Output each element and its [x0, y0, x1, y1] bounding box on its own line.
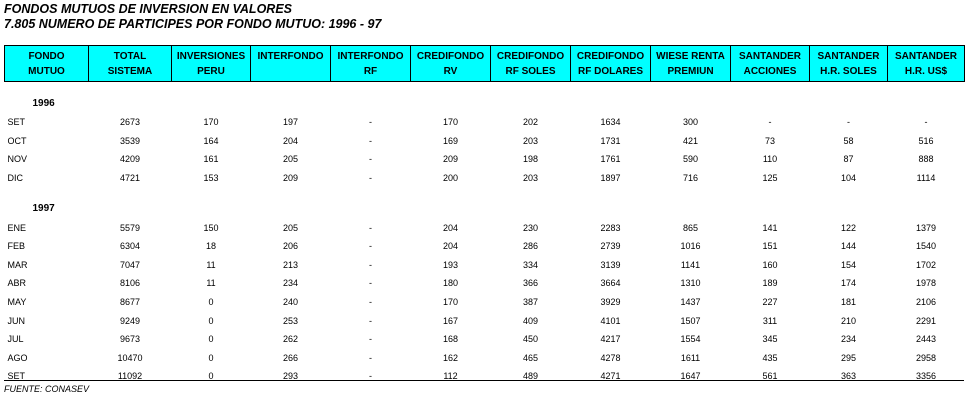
- value-cell: 240: [282, 297, 299, 308]
- year-label: 1997: [32, 202, 55, 214]
- value-cell: -: [847, 117, 850, 128]
- column-header: [411, 46, 491, 82]
- value-cell: 5579: [119, 222, 141, 233]
- value-cell: 204: [442, 241, 459, 252]
- table-row: [5, 330, 965, 349]
- source-note: FUENTE: CONASEV: [4, 384, 90, 394]
- value-cell: 345: [762, 334, 778, 345]
- value-cell: 1731: [600, 135, 621, 146]
- value-cell: 1634: [600, 117, 621, 128]
- value-cell: 169: [442, 135, 459, 146]
- value-cell: 154: [840, 259, 857, 270]
- table-row: [5, 274, 965, 293]
- column-header-line: RV: [443, 65, 458, 77]
- table-row: [5, 311, 965, 330]
- value-cell: -: [369, 352, 372, 363]
- column-header-line: RF: [363, 65, 378, 77]
- value-cell: 87: [843, 154, 854, 165]
- value-cell: 1647: [680, 371, 701, 382]
- value-cell: 205: [282, 154, 299, 165]
- spacer-row: [5, 187, 965, 198]
- value-cell: 8677: [119, 297, 141, 308]
- value-cell: 161: [203, 154, 219, 165]
- table-row: [5, 349, 965, 368]
- value-cell: 465: [522, 352, 539, 363]
- value-cell: 421: [682, 135, 699, 146]
- value-cell: 11092: [117, 371, 143, 382]
- value-cell: 73: [764, 135, 775, 146]
- value-cell: 363: [840, 371, 857, 382]
- footer-divider: [4, 380, 964, 381]
- value-cell: 162: [442, 352, 459, 363]
- value-cell: 200: [442, 173, 459, 184]
- value-cell: 180: [442, 278, 459, 289]
- column-header-line: CREDIFONDO: [576, 50, 645, 62]
- value-cell: 58: [843, 135, 854, 146]
- table-row: [5, 150, 965, 169]
- value-cell: 2443: [915, 334, 937, 345]
- value-cell: 168: [442, 334, 459, 345]
- value-cell: 2739: [600, 241, 621, 252]
- value-cell: 1114: [916, 173, 936, 184]
- column-header-line: WIESE RENTA: [656, 50, 725, 62]
- column-header-line: RF SOLES: [505, 65, 556, 77]
- value-cell: 181: [840, 297, 857, 308]
- month-cell: MAR: [7, 259, 28, 270]
- value-cell: 3929: [600, 297, 621, 308]
- table-row: [5, 256, 965, 275]
- value-cell: 888: [918, 154, 934, 165]
- value-cell: -: [369, 334, 372, 345]
- value-cell: 206: [282, 241, 299, 252]
- value-cell: 193: [442, 259, 459, 270]
- column-header-line: PERU: [197, 65, 225, 77]
- column-header: [491, 46, 571, 82]
- value-cell: 9673: [119, 334, 141, 345]
- column-header-line: ACCIONES: [743, 65, 797, 77]
- value-cell: 0: [208, 371, 214, 382]
- value-cell: 209: [442, 154, 459, 165]
- value-cell: 144: [840, 241, 857, 252]
- value-cell: -: [369, 241, 372, 252]
- value-cell: 2106: [915, 297, 937, 308]
- spacer-row: [5, 82, 965, 94]
- column-header-line: INVERSIONES: [176, 50, 246, 62]
- participants-table: [4, 45, 965, 386]
- value-cell: 253: [282, 315, 299, 326]
- value-cell: 1540: [915, 241, 937, 252]
- column-header: [172, 46, 251, 82]
- column-header-line: RF DOLARES: [578, 65, 643, 77]
- value-cell: 189: [762, 278, 778, 289]
- value-cell: 1978: [915, 278, 937, 289]
- value-cell: 1016: [680, 241, 701, 252]
- value-cell: 174: [840, 278, 857, 289]
- value-cell: 286: [522, 241, 539, 252]
- value-cell: 0: [208, 315, 214, 326]
- value-cell: 11: [206, 259, 216, 270]
- value-cell: 0: [208, 334, 214, 345]
- year-label: 1996: [32, 97, 55, 109]
- value-cell: -: [369, 222, 372, 233]
- column-header-line: SISTEMA: [107, 65, 153, 77]
- value-cell: 3539: [119, 135, 141, 146]
- column-header-line: INTERFONDO: [337, 50, 404, 62]
- value-cell: 204: [442, 222, 459, 233]
- value-cell: 311: [762, 315, 778, 326]
- value-cell: 234: [282, 278, 299, 289]
- table-row: [5, 367, 965, 386]
- column-header-line: TOTAL: [113, 50, 147, 62]
- column-header-line: PREMIUN: [667, 65, 714, 77]
- value-cell: 170: [442, 297, 459, 308]
- value-cell: 7047: [119, 259, 141, 270]
- value-cell: 590: [682, 154, 699, 165]
- value-cell: -: [369, 297, 372, 308]
- value-cell: -: [369, 135, 372, 146]
- value-cell: 4209: [119, 154, 141, 165]
- value-cell: 234: [840, 334, 857, 345]
- year-row: [5, 198, 965, 218]
- value-cell: 4721: [119, 173, 141, 184]
- table-header-row: [5, 46, 965, 82]
- table-row: [5, 132, 965, 151]
- column-header: [5, 46, 89, 82]
- value-cell: 0: [208, 297, 214, 308]
- value-cell: 1437: [680, 297, 701, 308]
- value-cell: 4278: [600, 352, 621, 363]
- value-cell: 4217: [600, 334, 621, 345]
- value-cell: 4101: [600, 315, 621, 326]
- value-cell: 209: [282, 173, 299, 184]
- value-cell: 104: [840, 173, 857, 184]
- column-header-line: SANTANDER: [817, 50, 880, 62]
- value-cell: 202: [522, 117, 539, 128]
- value-cell: -: [768, 117, 772, 128]
- value-cell: 227: [762, 297, 778, 308]
- table-row: [5, 237, 965, 256]
- value-cell: -: [369, 371, 372, 382]
- month-cell: SET: [7, 117, 26, 128]
- value-cell: 230: [522, 222, 539, 233]
- column-header-line: SANTANDER: [738, 50, 802, 62]
- value-cell: 3664: [600, 278, 621, 289]
- value-cell: 197: [282, 117, 299, 128]
- value-cell: 151: [762, 241, 778, 252]
- value-cell: 1310: [680, 278, 701, 289]
- month-cell: DIC: [7, 173, 23, 184]
- value-cell: 450: [522, 334, 539, 345]
- value-cell: 295: [840, 352, 857, 363]
- table-body: [5, 82, 965, 386]
- value-cell: 11: [206, 278, 216, 289]
- value-cell: 366: [522, 278, 539, 289]
- value-cell: 293: [282, 371, 299, 382]
- value-cell: 1141: [680, 259, 701, 270]
- column-header-line: H.R. SOLES: [820, 65, 877, 77]
- table-row: [5, 169, 965, 188]
- column-header: [888, 46, 965, 82]
- value-cell: 3356: [915, 371, 937, 382]
- column-header-line: [252, 64, 329, 79]
- month-cell: SET: [7, 371, 26, 382]
- column-header: [251, 46, 331, 82]
- value-cell: 18: [205, 241, 216, 252]
- page-subtitle: 7.805 NUMERO DE PARTICIPES POR FONDO MUTUO: 1996 - 97: [4, 17, 382, 31]
- page-title: FONDOS MUTUOS DE INVERSION EN VALORES: [4, 2, 292, 16]
- value-cell: 213: [282, 259, 299, 270]
- value-cell: 160: [762, 259, 778, 270]
- month-cell: AGO: [7, 352, 28, 363]
- month-cell: FEB: [7, 241, 26, 252]
- column-header: [89, 46, 172, 82]
- column-header: [651, 46, 731, 82]
- value-cell: -: [369, 173, 372, 184]
- value-cell: 204: [282, 135, 299, 146]
- value-cell: -: [369, 154, 372, 165]
- column-header: [331, 46, 411, 82]
- value-cell: 489: [522, 371, 539, 382]
- column-header-line: FONDO: [28, 50, 65, 62]
- value-cell: 865: [682, 222, 699, 233]
- value-cell: 141: [762, 222, 778, 233]
- table-row: [5, 113, 965, 132]
- value-cell: 516: [918, 135, 934, 146]
- table-row: [5, 293, 965, 312]
- value-cell: 1507: [680, 315, 701, 326]
- value-cell: 4271: [600, 371, 621, 382]
- value-cell: 203: [522, 173, 539, 184]
- value-cell: 1379: [915, 222, 937, 233]
- month-cell: JUL: [7, 334, 24, 345]
- month-cell: ENE: [7, 222, 27, 233]
- value-cell: 561: [762, 371, 778, 382]
- value-cell: 435: [762, 352, 778, 363]
- value-cell: 150: [203, 222, 219, 233]
- value-cell: 409: [522, 315, 539, 326]
- value-cell: -: [369, 278, 372, 289]
- value-cell: 112: [443, 371, 458, 382]
- column-header: [810, 46, 888, 82]
- column-header-line: MUTUO: [28, 65, 65, 77]
- value-cell: -: [369, 259, 372, 270]
- value-cell: 122: [840, 222, 857, 233]
- value-cell: 2283: [600, 222, 621, 233]
- value-cell: 334: [522, 259, 539, 270]
- month-cell: MAY: [7, 297, 27, 308]
- value-cell: -: [369, 117, 372, 128]
- value-cell: 110: [762, 154, 778, 165]
- month-cell: ABR: [7, 278, 27, 289]
- table-row: [5, 218, 965, 237]
- column-header-line: CREDIFONDO: [496, 50, 565, 62]
- value-cell: 300: [682, 117, 699, 128]
- value-cell: 198: [522, 154, 539, 165]
- value-cell: 203: [522, 135, 539, 146]
- value-cell: 1611: [680, 352, 701, 363]
- value-cell: 716: [682, 173, 699, 184]
- value-cell: 2673: [119, 117, 141, 128]
- value-cell: 164: [203, 135, 219, 146]
- value-cell: 8106: [119, 278, 141, 289]
- column-header-line: INTERFONDO: [257, 50, 324, 62]
- value-cell: 125: [762, 173, 778, 184]
- value-cell: 170: [442, 117, 459, 128]
- value-cell: 10470: [117, 352, 143, 363]
- value-cell: 170: [203, 117, 219, 128]
- month-cell: OCT: [7, 135, 27, 146]
- value-cell: 0: [208, 352, 214, 363]
- value-cell: 262: [282, 334, 299, 345]
- value-cell: 3139: [600, 259, 621, 270]
- value-cell: 2958: [915, 352, 937, 363]
- value-cell: 9249: [119, 315, 141, 326]
- column-header-line: H.R. US$: [904, 65, 948, 77]
- value-cell: 2291: [915, 315, 937, 326]
- value-cell: -: [924, 117, 928, 128]
- value-cell: 205: [282, 222, 299, 233]
- value-cell: 387: [522, 297, 539, 308]
- value-cell: 6304: [119, 241, 141, 252]
- column-header: [571, 46, 651, 82]
- year-row: [5, 93, 965, 113]
- month-cell: NOV: [7, 154, 28, 165]
- column-header: [731, 46, 810, 82]
- value-cell: 1897: [600, 173, 621, 184]
- value-cell: 1554: [680, 334, 701, 345]
- value-cell: 1702: [915, 259, 937, 270]
- value-cell: 167: [442, 315, 459, 326]
- value-cell: 1761: [600, 154, 621, 165]
- value-cell: 210: [840, 315, 857, 326]
- value-cell: 266: [282, 352, 299, 363]
- value-cell: -: [369, 315, 372, 326]
- column-header-line: SANTANDER: [894, 50, 958, 62]
- column-header-line: CREDIFONDO: [416, 50, 485, 62]
- month-cell: JUN: [7, 315, 25, 326]
- value-cell: 153: [203, 173, 219, 184]
